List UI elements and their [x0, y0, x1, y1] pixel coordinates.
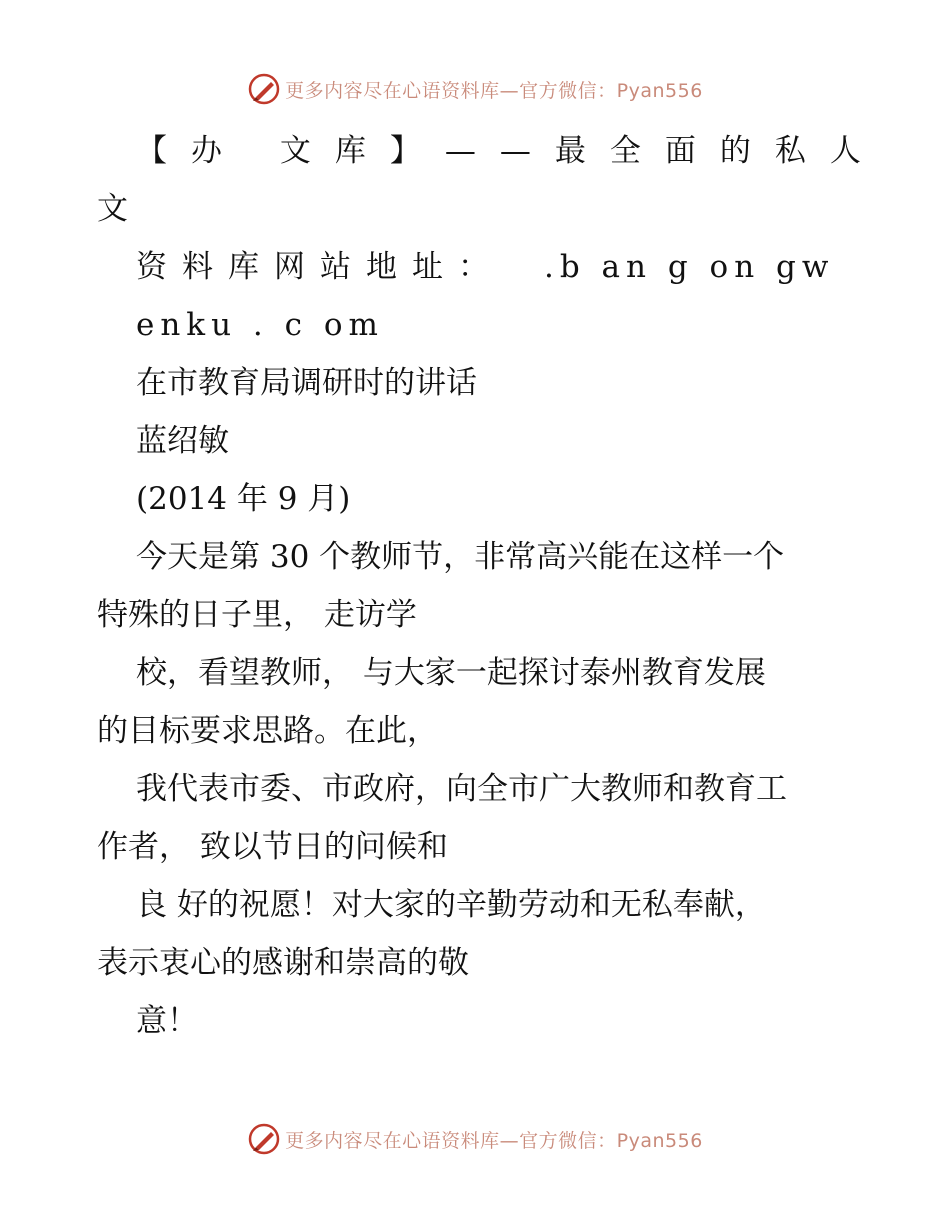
watermark-text: 更多内容尽在心语资料库—官方微信：Pyan556	[285, 1129, 703, 1152]
paragraph-5-line-1: 意！	[136, 1003, 198, 1039]
site-address-line-1	[97, 238, 857, 296]
watermark-handle: Pyan556	[616, 1129, 703, 1152]
watermark-handle: Pyan556	[616, 79, 703, 102]
pen-logo-icon	[247, 1122, 281, 1156]
author-name: 蓝绍敏	[136, 423, 229, 459]
speech-date: (2014 年 9 月)	[136, 481, 351, 517]
paragraph-1-line-1: 今天是第 30 个教师节，非常高兴能在这样一个	[136, 539, 785, 575]
header-watermark	[0, 72, 950, 106]
doc-title-line-2: 文	[97, 191, 128, 227]
paragraph-3-line-1: 我代表市委、市政府，向全市广大教师和教育工	[136, 771, 787, 807]
site-address-label: 资料库网站地址：	[136, 249, 504, 285]
paragraph-2-line-2: 的目标要求思路。在此，	[97, 713, 438, 749]
speech-title: 在市教育局调研时的讲话	[136, 365, 477, 401]
footer-watermark	[0, 1122, 950, 1156]
watermark-text: 更多内容尽在心语资料库—官方微信：Pyan556	[285, 79, 703, 102]
paragraph-1-line-2: 特殊的日子里， 走访学	[97, 597, 417, 633]
site-address-url-part1: .b an g on gw	[544, 249, 835, 285]
pen-logo-icon	[247, 72, 281, 106]
paragraph-4-line-1: 良 好的祝愿！对大家的辛勤劳动和无私奉献，	[136, 887, 766, 923]
paragraph-2-line-1: 校，看望教师， 与大家一起探讨泰州教育发展	[136, 655, 766, 691]
site-address-line-2: enku . c om	[136, 307, 384, 343]
doc-title-line-1: 【办 文库】——最全面的私人	[136, 133, 885, 169]
paragraph-4-line-2: 表示衷心的感谢和崇高的敬	[97, 945, 469, 981]
paragraph-3-line-2: 作者， 致以节日的问候和	[97, 829, 448, 865]
document-body	[97, 122, 885, 1050]
